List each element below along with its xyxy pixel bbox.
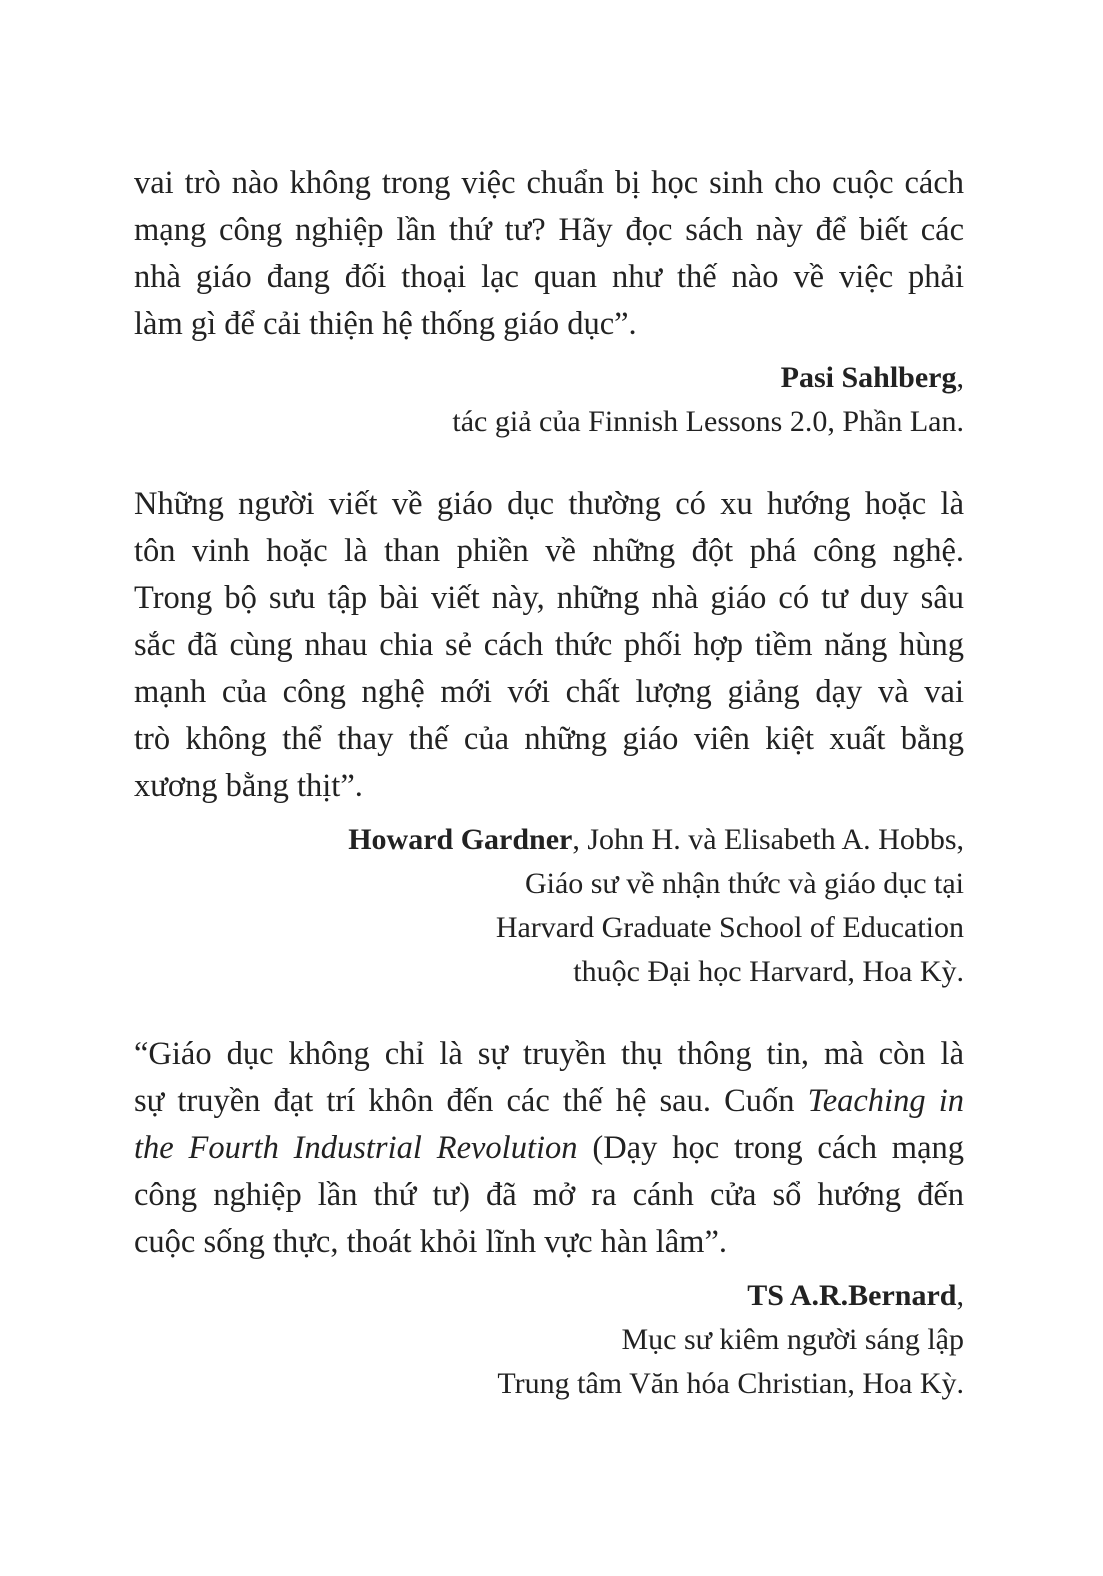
quote-1-author-name: Pasi Sahlberg xyxy=(780,361,957,394)
quote-3-author-name: TS A.R.Bernard xyxy=(747,1279,957,1312)
quote-2-author-rest: , John H. và Elisabeth A. Hobbs, xyxy=(572,823,964,856)
quote-3-author-role: Trung tâm Văn hóa Christian, Hoa Kỳ. xyxy=(497,1367,964,1400)
quote-3-line: “Giáo dục không chỉ là sự truyền thụ thông tin, mà còn là xyxy=(134,1036,964,1072)
quote-2-line: tôn vinh hoặc là than phiền về những đột phá công nghệ. xyxy=(134,533,964,569)
quote-1-attribution xyxy=(134,356,964,444)
quote-1-author-comma: , xyxy=(956,361,964,394)
quote-3-author-comma: , xyxy=(956,1279,964,1312)
quote-2-line: xương bằng thịt”. xyxy=(134,768,363,804)
quote-3-line xyxy=(134,1125,964,1172)
book-title-italic: the Fourth Industrial Revolution xyxy=(134,1130,578,1166)
quote-2-line: mạnh của công nghệ mới với chất lượng giảng dạy và vai xyxy=(134,674,964,710)
quote-2-line: Trong bộ sưu tập bài viết này, những nhà giáo có tư duy sâu xyxy=(134,580,964,616)
quote-3-line: công nghiệp lần thứ tư) đã mở ra cánh cửa sổ hướng đến xyxy=(134,1177,964,1213)
quote-3-attribution xyxy=(134,1274,964,1406)
quote-1-line: nhà giáo đang đối thoại lạc quan như thế nào về việc phải xyxy=(134,259,964,295)
quote-2-author-role: Harvard Graduate School of Education xyxy=(495,911,964,944)
quote-3-line-plain: sự truyền đạt trí khôn đến các thế hệ sau. Cuốn xyxy=(134,1083,808,1119)
quote-3-line-plain: (Dạy học trong cách mạng xyxy=(577,1130,964,1166)
quote-2-text xyxy=(134,481,964,810)
quote-2-attribution xyxy=(134,818,964,994)
quote-3-author-role: Mục sư kiêm người sáng lập xyxy=(621,1323,964,1356)
quote-2-line: Những người viết về giáo dục thường có xu hướng hoặc là xyxy=(134,486,964,522)
quote-1-line: làm gì để cải thiện hệ thống giáo dục”. xyxy=(134,306,637,342)
quote-1-author-role: tác giả của Finnish Lessons 2.0, Phần Lan. xyxy=(452,405,964,438)
quote-2-author-role: Giáo sư về nhận thức và giáo dục tại xyxy=(524,867,964,900)
quote-3-text xyxy=(134,1031,964,1266)
quote-2-line: trò không thể thay thế của những giáo viên kiệt xuất bằng xyxy=(134,721,964,757)
book-page xyxy=(134,160,964,1406)
quote-2-line: sắc đã cùng nhau chia sẻ cách thức phối hợp tiềm năng hùng xyxy=(134,627,964,663)
quote-3-line xyxy=(134,1078,964,1125)
quote-2-author-role: thuộc Đại học Harvard, Hoa Kỳ. xyxy=(573,955,964,988)
quote-1-text xyxy=(134,160,964,348)
quote-3-line: cuộc sống thực, thoát khỏi lĩnh vực hàn lâm”. xyxy=(134,1224,728,1260)
quote-1-line: vai trò nào không trong việc chuẩn bị học sinh cho cuộc cách xyxy=(134,165,964,201)
book-title-italic: Teaching in xyxy=(807,1083,964,1119)
quote-1-line: mạng công nghiệp lần thứ tư? Hãy đọc sách này để biết các xyxy=(134,212,964,248)
quote-2-author-name: Howard Gardner xyxy=(348,823,573,856)
